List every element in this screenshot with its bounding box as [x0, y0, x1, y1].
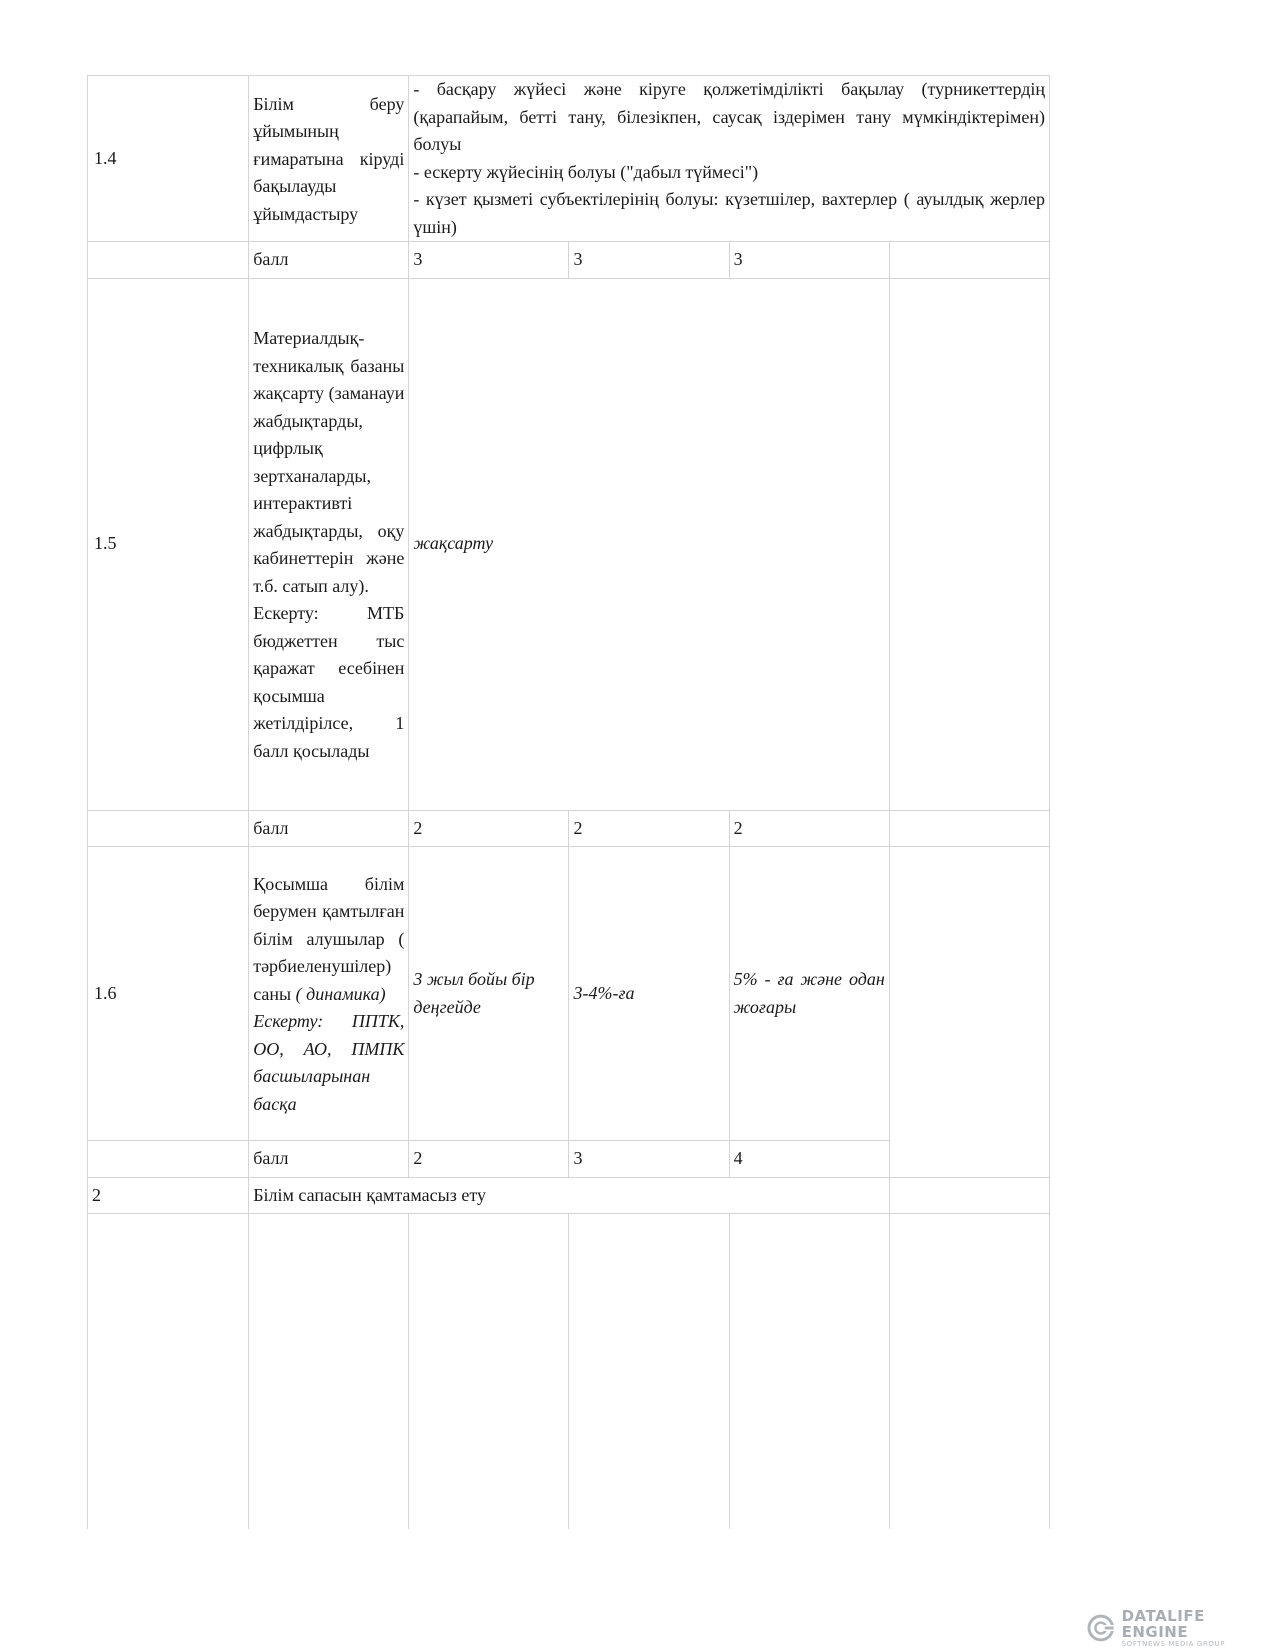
criterion-name [249, 76, 409, 242]
table-row-1-4 [88, 76, 1050, 242]
table-row-1-5 [88, 278, 1050, 810]
empty-cell [889, 242, 1049, 279]
watermark [1086, 1606, 1275, 1648]
criterion-name-text: Қосымша білім берумен қамтылған білім алушылар ( тәрбиеленушілер) саны [253, 873, 405, 1004]
criterion-name [249, 847, 409, 1141]
datalife-logo-icon [1086, 1613, 1116, 1643]
score-value: 3 [729, 242, 889, 279]
criterion-name-italic: ( динамика) [295, 983, 386, 1004]
criterion-description [409, 76, 1050, 242]
row-number: 1.5 [88, 278, 249, 810]
criterion-level: 3 жыл бойы бір деңгейде [409, 847, 569, 1141]
description-bullet: - ескерту жүйесінің болуы ("дабыл түймесі") [413, 161, 759, 182]
description-bullet: - күзет қызметі субъектілерінің болуы: күзетшілер, вахтерлер ( ауылдық жерлер үшін) [413, 189, 1045, 237]
criterion-name [249, 278, 409, 810]
score-label: балл [249, 242, 409, 279]
empty-cell [729, 1214, 889, 1530]
description-bullet: - басқару жүйесі және кіруге қолжетімділікті бақылау (турникеттердің (қарапайым, бетті тану, білезікпен, саусақ іздерімен тану мүмкіндіктерімен) болуы [413, 79, 1045, 154]
table-row-section-2 [88, 1177, 1050, 1214]
table-row-score [88, 242, 1050, 279]
empty-cell [889, 278, 1049, 810]
empty-cell [88, 242, 249, 279]
empty-cell [88, 1141, 249, 1178]
score-value: 2 [409, 1141, 569, 1178]
empty-cell [88, 810, 249, 847]
score-value: 2 [409, 810, 569, 847]
score-value: 3 [569, 242, 729, 279]
watermark-subtitle: SOFTNEWS MEDIA GROUP [1121, 1639, 1226, 1648]
criteria-table [87, 75, 1050, 1529]
criterion-name-text: Материалдық-техникалық базаны жақсарту (заманауи жабдықтарды, цифрлық зертханаларды, интерактивті жабдықтарды, оқу кабинеттерін және т.б. сатып алу). [253, 328, 405, 596]
score-value: 4 [729, 1141, 889, 1178]
empty-cell [249, 1214, 409, 1530]
table-row-empty [88, 1214, 1050, 1530]
section-number: 2 [88, 1177, 249, 1214]
criterion-name-text: Білім беру ұйымының ғимаратына кіруді бақылауды ұйымдастыру [253, 93, 405, 224]
criterion-note: Ескерту: ППТК, ОО, АО, ПМПК басшыларынан басқа [253, 1011, 405, 1114]
watermark-title: DATALIFE ENGINE [1121, 1606, 1205, 1641]
criterion-note: Ескерту: МТБ бюджеттен тыс қаражат есебінен қосымша жетілдірілсе, 1 балл қосылады [253, 603, 405, 761]
criterion-level: 5% - ға және одан жоғары [729, 847, 889, 1141]
row-number: 1.4 [88, 76, 249, 242]
score-label: балл [249, 1141, 409, 1178]
empty-cell [88, 1214, 249, 1530]
table-row-1-6 [88, 847, 1050, 1141]
score-value: 2 [729, 810, 889, 847]
criterion-level: 3-4%-ға [569, 847, 729, 1141]
empty-cell [889, 847, 1049, 1178]
score-value: 3 [569, 1141, 729, 1178]
empty-cell [409, 1214, 569, 1530]
empty-cell [889, 1214, 1049, 1530]
score-value: 3 [409, 242, 569, 279]
empty-cell [889, 810, 1049, 847]
row-number: 1.6 [88, 847, 249, 1141]
score-label: балл [249, 810, 409, 847]
empty-cell [889, 1177, 1049, 1214]
section-title: Білім сапасын қамтамасыз ету [249, 1177, 890, 1214]
empty-cell [569, 1214, 729, 1530]
table-row-score [88, 810, 1050, 847]
score-value: 2 [569, 810, 729, 847]
criterion-value: жақсарту [409, 278, 889, 810]
watermark-text [1122, 1608, 1275, 1649]
